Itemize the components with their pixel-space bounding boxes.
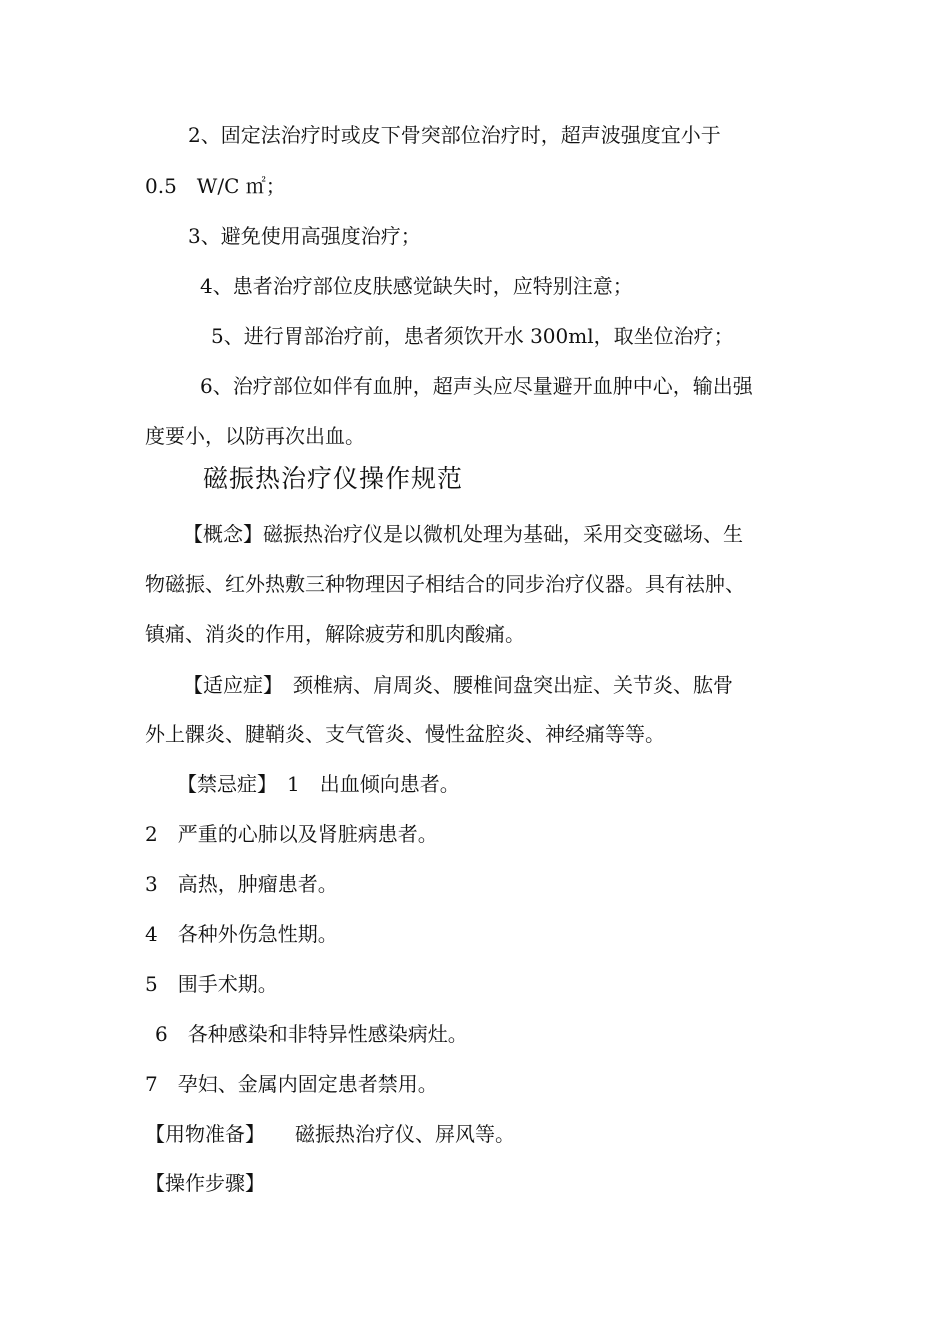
contraindication-5: 5 围手术期。 xyxy=(145,972,278,996)
contraindication-4: 4 各种外伤急性期。 xyxy=(145,922,338,946)
contraindication-2: 2 严重的心肺以及肾脏病患者。 xyxy=(145,822,438,846)
indications-line-1: 【适应症】 颈椎病、肩周炎、腰椎间盘突出症、关节炎、肱骨 xyxy=(183,673,733,697)
item-2-line-2: 0.5 W/C ㎡； xyxy=(145,174,286,198)
item-2-line-1: 2、固定法治疗时或皮下骨突部位治疗时，超声波强度宜小于 xyxy=(188,123,721,147)
item-6-line-1: 6、治疗部位如伴有血肿，超声头应尽量避开血肿中心，输出强 xyxy=(200,374,753,398)
contraindication-7: 7 孕妇、金属内固定患者禁用。 xyxy=(145,1072,438,1096)
contraindication-6: 6 各种感染和非特异性感染病灶。 xyxy=(155,1022,468,1046)
procedure-heading: 【操作步骤】 xyxy=(145,1171,265,1195)
item-5: 5、进行胃部治疗前，患者须饮开水 300ml，取坐位治疗； xyxy=(211,324,734,348)
indications-line-2: 外上髁炎、腱鞘炎、支气管炎、慢性盆腔炎、神经痛等等。 xyxy=(145,722,665,746)
contraindication-1: 【禁忌症】 1 出血倾向患者。 xyxy=(177,772,460,796)
item-4: 4、患者治疗部位皮肤感觉缺失时，应特别注意； xyxy=(200,274,633,298)
contraindication-3: 3 高热，肿瘤患者。 xyxy=(145,872,338,896)
item-6-line-2: 度要小，以防再次出血。 xyxy=(145,424,365,448)
supplies-line: 【用物准备】 磁振热治疗仪、屏风等。 xyxy=(145,1122,515,1146)
concept-line-2: 物磁振、红外热敷三种物理因子相结合的同步治疗仪器。具有祛肿、 xyxy=(145,572,745,596)
section-title: 磁振热治疗仪操作规范 xyxy=(203,464,464,493)
concept-line-3: 镇痛、消炎的作用，解除疲劳和肌肉酸痛。 xyxy=(145,622,525,646)
item-3: 3、避免使用高强度治疗； xyxy=(188,224,421,248)
concept-line-1: 【概念】磁振热治疗仪是以微机处理为基础，采用交变磁场、生 xyxy=(183,522,743,546)
